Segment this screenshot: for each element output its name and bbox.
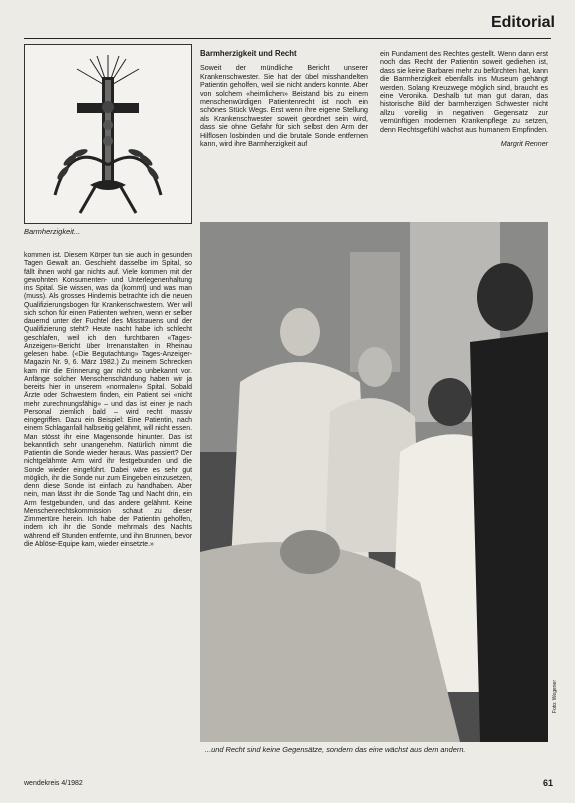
- page-number: 61: [542, 778, 553, 788]
- hospital-photo: [200, 222, 548, 742]
- article-heading: Barmherzigkeit und Recht: [200, 49, 297, 58]
- cross-wreath-icon: [25, 45, 191, 223]
- article-text-right: ein Fundament des Rechtes gestellt. Wenn dann erst noch das Recht der Patientin soweit gediehen ist, dass sie keine Barbarei mehr zu befürchten hat, kann die Barmherzigkeit ebenfalls ins Museum gehängt werden. Solang Kreuzwege möglich sind, braucht es eine Veronika. Deshalb tut man gut daran, das historische Bild der barmherzigen Schwester nicht allzu voreilig in negativen Gegensatz zur vernünftigen modernen Krankenpflege zu setzen, denn Rechtsgefühl wächst aus humanem Empfinden.: [380, 50, 548, 134]
- header-rule: [24, 38, 551, 39]
- photo-illustration: [200, 222, 548, 742]
- article-column-right: [380, 50, 548, 148]
- article-text-middle: Soweit der mündliche Bericht unserer Krankenschwester. Sie hat der übel misshandelten Patientin geholfen, weil sie nicht anders konnte. Aber von solchem «heimlichen» Beistand bis zu einem menschenwürdigen Patientenrecht ist noch ein schönes Stück Wegs. Erst wenn ihre eigene Stellung als Krankenschwester soweit geordnet sein wird, dass sie ohne Gefahr für sich selbst den Arm der Hilflosen losbinden und die brutale Sonde entfernen kann, wird ihre Barmherzigkeit auf: [200, 64, 368, 149]
- author-signature: Margrit Renner: [500, 140, 548, 149]
- photo-credit: Foto: Wegener: [552, 680, 558, 713]
- emblem-illustration: [24, 44, 192, 224]
- footer-publication: wendekreis 4/1982: [24, 780, 83, 787]
- article-text-left: kommen ist. Diesem Körper tun sie auch in gesunden Tagen Gewalt an. Geschieht dasselbe im Spital, so fällt ihnen wohl gar nichts auf. Viele kommen mit der gewohnten Konsumenten- und Unterlegenenhaltung ins Spital. Sie wissen, was da (kommt) und was man (muss). Als grosses Hindernis betrachte ich die neuen Qualifizierungsbogen für Krankenschwestern. Wer will sich schon für einen Patienten wehren, wenn er selber dauernd unter der Fuchtel des Misstrauens und der Qualifizierung steht? Heute nacht habe ich schlecht geschlafen, weil ich den furchtbaren «Tages-Anzeigen»-Bericht über Irrenanstalten in Rheinau gelesen habe. («Die Begutachtung» Tages-Anzeiger-Magazin Nr. 9, 6. März 1982.) Zu meinem Schrecken kam mir die Erinnerung gar nicht so unbekannt vor. Anfänge solcher Menschenschändung haben wir ja bereits hier in unserem «normalen» Spital. Sobald Ärzte oder Schwestern finden, ein Patient sei «nicht mehr zurechnungsfähig» – und das ist einer je nach Personal ziemlich bald – wird recht massiv eingegriffen. Dazu ein Beispiel: Eine Patientin, nach einem Schlaganfall halbseitig gelähmt, will nicht essen. Man stösst ihr eine Magensonde hinunter. Das ist bekanntlich sehr unangenehm. Natürlich nimmt die Patientin die Sonde wieder heraus. Was passiert? Der nichtgelähmte Arm wird ihr festgebunden und die Sonde wieder eingeführt. Dabei wäre es sehr gut möglich, ihr die Sonde nur zum Eingeben einzusetzen, denn diese Sonde ist einfach zu handhaben. Aber nein, man lässt ihr die Sonde Tag und Nacht drin, ein Arm festgebunden, und das andere gelähmt. Keine Menschenrechtskommission schaut zu dieser Zimmertüre herein. Ich habe der Patientin geholfen, indem ich ihr die Sonde mehrmals des Nachts während elf Stunden entfernte, und ihn Brunnen, bevor die Ablöse-Equipe kam, wieder einsetzte.»: [24, 252, 192, 548]
- section-title: Editorial: [490, 14, 555, 31]
- article-column-middle: [200, 50, 368, 148]
- emblem-caption: Barmherzigkeit...: [24, 227, 81, 236]
- photo-caption: ...und Recht sind keine Gegensätze, sondern das eine wächst aus dem andern.: [205, 745, 466, 754]
- article-column-left: [24, 252, 192, 549]
